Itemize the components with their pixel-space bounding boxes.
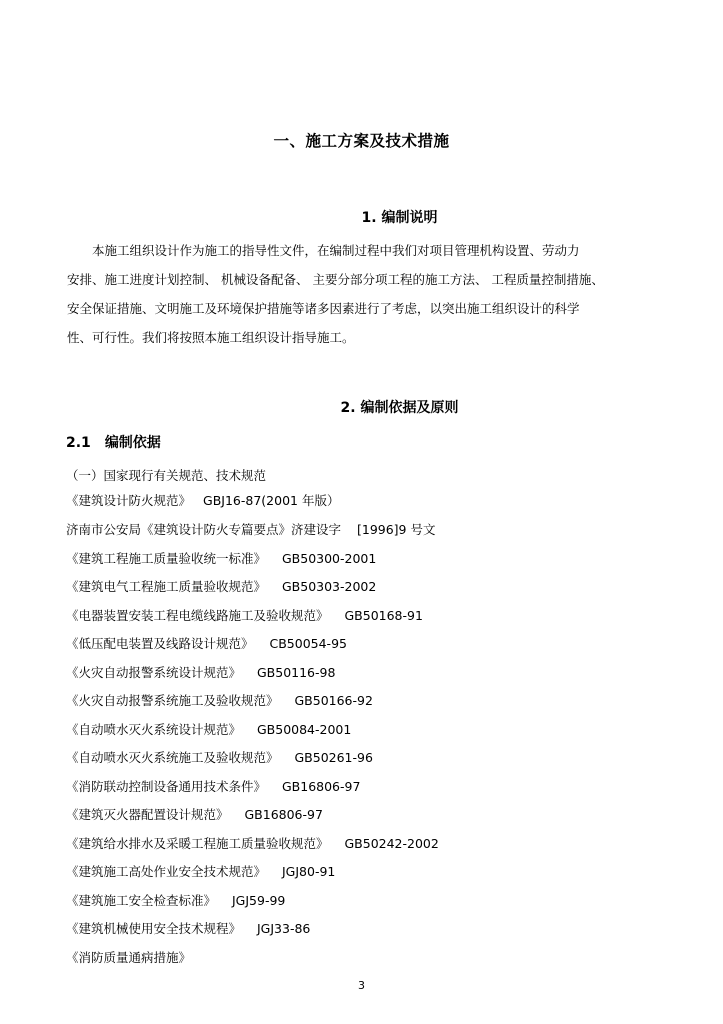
item-code: JGJ80-91 [278, 864, 336, 879]
item-text: 《建筑给水排水及采暖工程施工质量验收规范》 [66, 836, 329, 851]
list-item [66, 466, 278, 484]
list-item [66, 948, 203, 966]
item-code: GB16806-97 [240, 807, 323, 822]
page-number: 3 [358, 979, 365, 992]
list-item [66, 862, 335, 880]
list-item [66, 720, 351, 738]
item-code: GB50261-96 [290, 750, 373, 765]
list-item [66, 777, 360, 795]
main-heading: 一、施工方案及技术措施 [273, 132, 450, 150]
item-text: （一）国家现行有关规范、技术规范 [66, 468, 267, 483]
item-text: 《消防联动控制设备通用技术条件》 [66, 779, 267, 794]
section-heading-basis: 2. 编制依据及原则 [340, 400, 459, 416]
item-text: 《火灾自动报警系统设计规范》 [66, 665, 242, 680]
item-text: 《建筑施工安全检查标准》 [66, 893, 217, 908]
item-text: 《建筑设计防火规范》 [66, 493, 192, 508]
item-code: JGJ59-99 [228, 893, 286, 908]
list-item [66, 805, 323, 823]
intro-paragraph [67, 236, 659, 352]
subsection-heading [66, 432, 161, 452]
item-code: CB50054-95 [265, 636, 347, 651]
item-text: 济南市公安局《建筑设计防火专篇要点》济建设字 [66, 522, 342, 537]
item-text: 《建筑工程施工质量验收统一标准》 [66, 551, 267, 566]
list-item [66, 606, 423, 624]
item-code: GB50300-2001 [278, 551, 377, 566]
item-code: GB50242-2002 [340, 836, 439, 851]
item-code: JGJ33-86 [253, 921, 311, 936]
list-item [66, 748, 373, 766]
item-text: 《火灾自动报警系统施工及验收规范》 [66, 693, 279, 708]
item-text: 《建筑电气工程施工质量验收规范》 [66, 579, 267, 594]
item-text: 《建筑机械使用安全技术规程》 [66, 921, 242, 936]
section-heading-intro: 1. 编制说明 [361, 210, 438, 226]
item-code: GB50084-2001 [253, 722, 352, 737]
list-item [66, 549, 376, 567]
item-text: 《低压配电装置及线路设计规范》 [66, 636, 254, 651]
list-item [66, 891, 285, 909]
list-item [66, 919, 310, 937]
item-text: 《建筑灭火器配置设计规范》 [66, 807, 229, 822]
list-item [66, 634, 347, 652]
item-code: GB50303-2002 [278, 579, 377, 594]
list-item [66, 577, 376, 595]
subsection-title: 编制依据 [104, 435, 161, 451]
list-item [66, 663, 335, 681]
item-text: 《消防质量通病措施》 [66, 950, 192, 965]
item-text: 《建筑施工高处作业安全技术规范》 [66, 864, 267, 879]
item-code: GB50168-91 [340, 608, 423, 623]
item-code: GB50116-98 [253, 665, 336, 680]
item-text: 《自动喷水灭火系统施工及验收规范》 [66, 750, 279, 765]
list-item [66, 520, 435, 538]
subsection-number: 2.1 [66, 435, 91, 451]
item-code: [1996]9 号文 [353, 522, 436, 537]
list-item [66, 834, 439, 852]
item-text: 《电器装置安装工程电缆线路施工及验收规范》 [66, 608, 329, 623]
list-item [66, 691, 373, 709]
item-code: GB16806-97 [278, 779, 361, 794]
paragraph-line: 安全保证措施、文明施工及环境保护措施等诸多因素进行了考虑，以突出施工组织设计的科学 [67, 301, 580, 316]
item-code: GB50166-92 [290, 693, 373, 708]
paragraph-line: 安排、施工进度计划控制、 机械设备配备、 主要分部分项工程的施工方法、 工程质量控制措施、 [67, 272, 604, 287]
paragraph-line: 性、可行性。我们将按照本施工组织设计指导施工。 [67, 330, 355, 345]
paragraph-line: 本施工组织设计作为施工的指导性文件，在编制过程中我们对项目管理机构设置、劳动力 [92, 243, 580, 258]
item-code: GBJ16-87(2001 年版） [203, 493, 340, 508]
item-text: 《自动喷水灭火系统设计规范》 [66, 722, 242, 737]
list-item [66, 491, 339, 509]
